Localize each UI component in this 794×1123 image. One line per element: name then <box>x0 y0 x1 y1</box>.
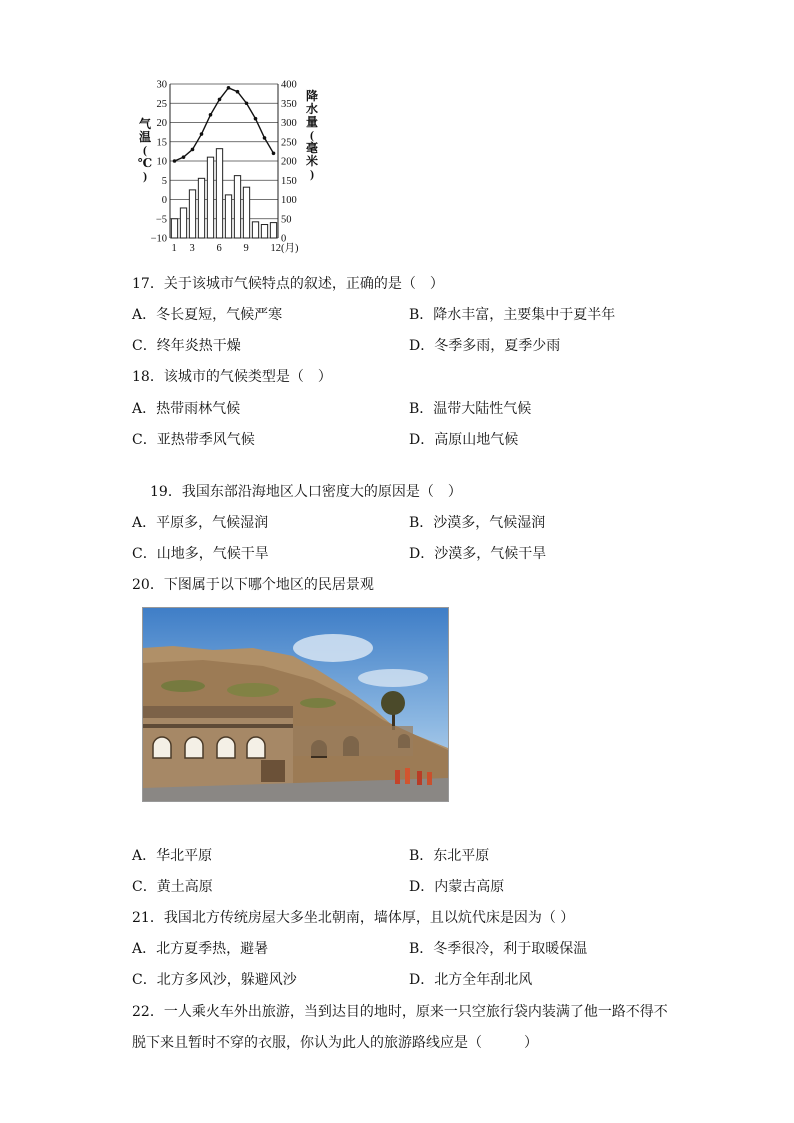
question-21-option-d[interactable]: D．北方全年刮北风 <box>409 972 533 988</box>
temperature-point <box>227 86 231 90</box>
axis-label-glyph: ( <box>143 143 147 157</box>
precipitation-tick-label: 200 <box>281 156 297 168</box>
precipitation-bar <box>225 195 231 238</box>
temperature-point <box>191 148 195 152</box>
question-20-option-a[interactable]: A．华北平原 <box>132 848 213 864</box>
climate-chart <box>130 76 330 258</box>
precipitation-bar <box>207 157 213 238</box>
temperature-tick-label: −5 <box>155 214 167 226</box>
temperature-tick-label: 25 <box>156 98 167 110</box>
temperature-point <box>200 132 204 136</box>
question-17-option-c[interactable]: C．终年炎热干燥 <box>132 338 241 354</box>
precipitation-tick-label: 300 <box>281 118 297 129</box>
cave-dwelling-illustration <box>143 608 448 801</box>
precipitation-bar <box>234 176 240 238</box>
question-17-option-d[interactable]: D．冬季多雨，夏季少雨 <box>409 338 561 354</box>
question-21-option-b[interactable]: B．冬季很冷，利于取暖保温 <box>409 941 588 957</box>
precipitation-bar <box>216 149 222 238</box>
temperature-point <box>254 117 258 121</box>
month-tick-label: 6 <box>216 243 222 254</box>
axis-label-glyph: ) <box>143 169 147 183</box>
precipitation-bars <box>171 149 276 238</box>
month-tick-label: 1 <box>171 243 177 254</box>
question-22-stem-line-1: 22．一人乘火车外出旅游，当到达目的地时，原来一只空旅行袋内装满了他一路不得不 <box>132 1004 668 1020</box>
temperature-point <box>209 113 213 117</box>
axis-label-glyph: 温 <box>138 130 152 144</box>
temperature-point <box>218 98 222 102</box>
question-17-stem: 17．关于该城市气候特点的叙述，正确的是（ ） <box>132 276 444 292</box>
cave-dwelling-photo <box>142 607 449 802</box>
temperature-tick-label: −10 <box>150 233 167 245</box>
precipitation-bar <box>198 178 204 238</box>
temperature-tick-label: 10 <box>156 156 167 168</box>
temperature-polyline <box>175 88 274 161</box>
precipitation-bar <box>261 225 267 238</box>
axis-label-glyph: 气 <box>138 117 152 131</box>
month-tick-label: 9 <box>243 243 249 254</box>
precipitation-bar <box>270 223 276 238</box>
question-22-stem-line-2: 脱下来且暂时不穿的衣服，你认为此人的旅游路线应是（ ） <box>132 1035 538 1051</box>
precipitation-tick-label: 0 <box>281 233 287 245</box>
temperature-axis-label <box>138 116 152 183</box>
question-20-stem: 20．下图属于以下哪个地区的民居景观 <box>132 577 374 593</box>
precipitation-tick-label: 150 <box>281 175 297 187</box>
question-19-stem: 19．我国东部沿海地区人口密度大的原因是（ ） <box>150 484 462 500</box>
month-tick-label: 12(月) <box>270 243 299 254</box>
precipitation-tick-label: 350 <box>281 98 297 110</box>
question-21-option-c[interactable]: C．北方多风沙，躲避风沙 <box>132 972 297 988</box>
question-20-option-d[interactable]: D．内蒙古高原 <box>409 879 505 895</box>
axis-label-glyph: 毫 <box>305 141 319 155</box>
question-18-option-c[interactable]: C．亚热带季风气候 <box>132 432 255 448</box>
precipitation-tick-label: 100 <box>281 195 297 206</box>
question-18-stem: 18．该城市的气候类型是（ ） <box>132 369 332 385</box>
question-20-option-c[interactable]: C．黄土高原 <box>132 879 213 895</box>
question-20-option-b[interactable]: B．东北平原 <box>409 848 490 864</box>
question-21-stem: 21．我国北方传统房屋大多坐北朝南，墙体厚，且以炕代床是因为（ ） <box>132 910 575 926</box>
axis-label-glyph: ( <box>310 128 314 142</box>
question-18-option-a[interactable]: A．热带雨林气候 <box>132 401 241 417</box>
temperature-tick-label: 15 <box>156 137 167 149</box>
temperature-tick-label: 0 <box>161 195 167 206</box>
question-21-option-a[interactable]: A．北方夏季热，避暑 <box>132 941 269 957</box>
precipitation-tick-label: 250 <box>281 137 297 149</box>
question-17-option-b[interactable]: B．降水丰富，主要集中于夏半年 <box>409 307 616 323</box>
precipitation-axis-label <box>305 88 318 181</box>
precipitation-bar <box>252 222 258 238</box>
question-19-option-c[interactable]: C．山地多，气候干旱 <box>132 546 269 562</box>
axis-label-glyph: ) <box>310 167 314 181</box>
temperature-point <box>272 152 276 156</box>
question-18-option-d[interactable]: D．高原山地气候 <box>409 432 519 448</box>
temperature-tick-label: 30 <box>156 79 167 91</box>
question-17-option-a[interactable]: A．冬长夏短，气候严寒 <box>132 307 283 323</box>
axis-label-glyph: 水 <box>305 102 319 116</box>
temperature-point <box>236 90 240 94</box>
precipitation-bar <box>180 208 186 238</box>
question-18-option-b[interactable]: B．温带大陆性气候 <box>409 401 532 417</box>
temperature-axis-ticks <box>151 80 167 245</box>
question-19-option-b[interactable]: B．沙漠多，气候湿润 <box>409 515 546 531</box>
temperature-point <box>182 155 186 159</box>
temperature-point <box>263 136 267 140</box>
precipitation-bar <box>243 187 249 238</box>
precipitation-bar <box>171 219 177 238</box>
temperature-point <box>245 101 249 105</box>
precipitation-tick-label: 400 <box>281 79 297 91</box>
axis-label-glyph: ℃ <box>137 156 153 170</box>
question-19-option-a[interactable]: A．平原多，气候湿润 <box>132 515 269 531</box>
temperature-line <box>173 86 276 163</box>
precipitation-axis-ticks <box>281 80 297 245</box>
question-19-option-d[interactable]: D．沙漠多，气候干旱 <box>409 546 547 562</box>
temperature-point <box>173 159 177 163</box>
month-tick-label: 3 <box>189 243 195 254</box>
month-axis-ticks <box>172 242 299 254</box>
axis-label-glyph: 米 <box>305 154 319 168</box>
precipitation-bar <box>189 190 195 238</box>
temperature-tick-label: 20 <box>156 118 167 129</box>
precipitation-tick-label: 50 <box>281 214 292 226</box>
temperature-tick-label: 5 <box>161 175 167 187</box>
axis-label-glyph: 降 <box>305 89 319 103</box>
axis-label-glyph: 量 <box>305 115 319 129</box>
